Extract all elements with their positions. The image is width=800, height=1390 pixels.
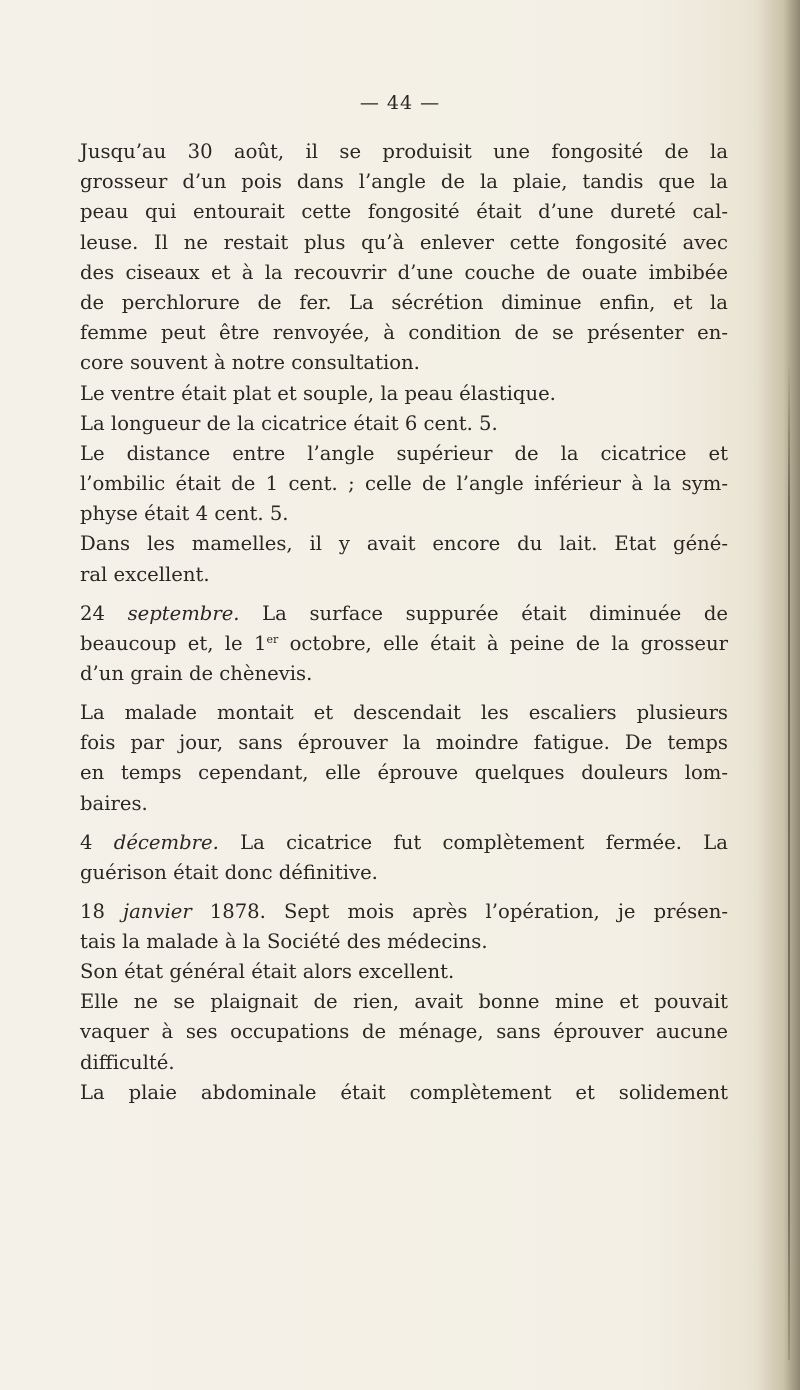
text-line <box>80 629 728 659</box>
text-line: de perchlorure de fer. La sécrétion diminue enfin, et la <box>80 290 728 314</box>
text-fragment: La cicatrice fut complètement fermée. La <box>240 830 728 854</box>
text-line: Le ventre était plat et souple, la peau élastique. <box>80 381 556 405</box>
text-line: Le distance entre l’angle supérieur de la cicatrice et <box>80 441 728 465</box>
text-line: Elle ne se plaignait de rien, avait bonne mine et pouvait <box>80 990 728 1014</box>
text-line: La longueur de la cicatrice était 6 cent. 5. <box>80 411 498 435</box>
text-line: peau qui entourait cette fongosité était d’une dureté cal- <box>80 200 728 224</box>
text-line: guérison était donc définitive. <box>80 860 378 884</box>
text-fragment: beaucoup et, le 1 <box>80 631 267 655</box>
text-line: baires. <box>80 791 148 815</box>
text-fragment: octobre, elle était à peine de la grosseur <box>289 631 729 655</box>
text-line: La malade montait et descendait les escaliers plusieurs <box>80 700 728 724</box>
text-line: Jusqu’au 30 août, il se produisit une fongosité de la <box>80 140 728 163</box>
text-line: d’un grain de chènevis. <box>80 661 313 685</box>
page-binding-edge <box>758 0 800 1390</box>
text-line: tais la malade à la Société des médecins. <box>80 929 488 953</box>
page-number: — 44 — <box>359 92 441 114</box>
text-fragment: La surface suppurée était diminuée de <box>262 601 728 625</box>
text-line: fois par jour, sans éprouver la moindre fatigue. De temps <box>80 731 728 755</box>
body-text <box>80 137 728 1108</box>
text-line: La plaie abdominale était complètement et solidement <box>80 1080 728 1104</box>
text-line: Dans les mamelles, il y avait encore du lait. Etat géné- <box>80 532 728 556</box>
text-line: en temps cependant, elle éprouve quelques douleurs lom- <box>80 761 728 785</box>
page-edge-line <box>788 360 790 1360</box>
text-line: vaquer à ses occupations de ménage, sans éprouver aucune <box>80 1020 728 1044</box>
dated-paragraph-line <box>80 897 728 927</box>
date-day: 24 <box>80 601 105 625</box>
text-line: leuse. Il ne restait plus qu’à enlever cette fongosité avec <box>80 230 728 254</box>
dated-paragraph-line <box>80 599 728 629</box>
dated-paragraph-line <box>80 828 728 858</box>
date-month: septembre. <box>127 601 240 625</box>
text-line: difficulté. <box>80 1050 175 1074</box>
text-line: l’ombilic était de 1 cent. ; celle de l’angle inférieur à la sym- <box>80 472 728 496</box>
date-day: 4 <box>80 830 93 854</box>
text-line: physe était 4 cent. 5. <box>80 502 289 526</box>
text-line: core souvent à notre consultation. <box>80 351 420 375</box>
text-line: des ciseaux et à la recouvrir d’une couche de ouate imbibée <box>80 260 728 284</box>
text-line: Son état général était alors excellent. <box>80 960 455 984</box>
text-fragment: 1878. Sept mois après l’opération, je présen- <box>209 899 728 923</box>
superscript: er <box>266 632 279 646</box>
text-line: ral excellent. <box>80 562 210 586</box>
date-month: décembre. <box>113 830 219 854</box>
text-line: grosseur d’un pois dans l’angle de la plaie, tandis que la <box>80 170 728 194</box>
date-month: janvier <box>123 899 192 923</box>
date-day: 18 <box>80 899 105 923</box>
text-line: femme peut être renvoyée, à condition de se présenter en- <box>80 321 728 345</box>
